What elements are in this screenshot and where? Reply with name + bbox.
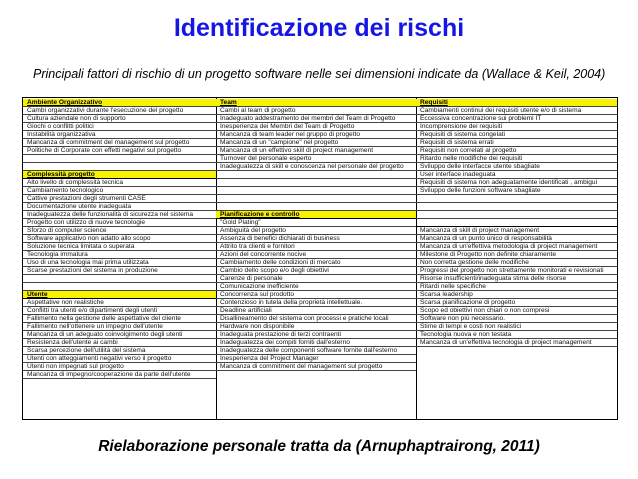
table-row: "Gold Plating" xyxy=(216,219,416,227)
table-row: Sviluppo delle funzioni software sbagliate xyxy=(416,187,617,195)
table-row: Sforzo di computer science xyxy=(23,227,216,235)
table-row: Uso di una tecnologia mai prima utilizzata xyxy=(23,259,216,267)
table-row: Mancanza di skill di project management xyxy=(416,227,617,235)
table-row: Attrito tra clienti e fornitori xyxy=(216,243,416,251)
table-row: Concorrenza sul prodotto xyxy=(216,291,416,299)
table-row: Politiche di Corporate con effetti negativi sul progetto xyxy=(23,147,216,155)
table-row xyxy=(216,195,416,203)
table-row: Deadline artificiali xyxy=(216,307,416,315)
table-row: Conflitti tra utenti e/o dipartimenti degli utenti xyxy=(23,307,216,315)
table-row: Ritardi nelle specifiche xyxy=(416,283,617,291)
section-header: Ambiente Organizzativo xyxy=(23,99,216,107)
table-row xyxy=(416,195,617,203)
table-row: Soluzione tecnica limitata o superata xyxy=(23,243,216,251)
section-header: Complessità progetto xyxy=(23,171,216,179)
table-row: Mancanza di team leader nel gruppo di progetto xyxy=(216,131,416,139)
table-row: Assenza di benefici dichiarati di business xyxy=(216,235,416,243)
table-row: Ambiguità del progetto xyxy=(216,227,416,235)
table-row: Tecnologia nuova e non testata xyxy=(416,331,617,339)
table-row: Alto livello di complessità tecnica xyxy=(23,179,216,187)
table-row xyxy=(216,203,416,211)
table-row: Requisiti di sistema congelati xyxy=(416,131,617,139)
table-row: Turnover del personale esperto xyxy=(216,155,416,163)
slide-footer: Rielaborazione personale tratta da (Arnuphaptrairong, 2011) xyxy=(98,438,540,455)
table-row: Azioni del concorrente nocive xyxy=(216,251,416,259)
table-row: Mancanza di un'effettiva tecnologia di project management xyxy=(416,339,617,347)
table-row: Documentazione utente inadeguata xyxy=(23,203,216,211)
table-row: Mancanza di commitment del management sul progetto xyxy=(216,363,416,371)
table-row: Utenti non impegnati sul progetto xyxy=(23,363,216,371)
table-row: Mancanza di un adeguato coinvolgimento degli utenti xyxy=(23,331,216,339)
table-row xyxy=(416,203,617,211)
table-row: Stime di tempi e costi non realistici xyxy=(416,323,617,331)
section-header: Pianificazione e controllo xyxy=(216,211,416,219)
table-row: Mancanza di impegno/cooperazione da parte dell'utente xyxy=(23,371,216,379)
table-row: Inadeguatezza delle funzionalità di sicurezza nel sistema xyxy=(23,211,216,219)
section-header: Team xyxy=(216,99,416,107)
table-row: Incomprensione dei requisiti xyxy=(416,123,617,131)
table-row: Software non più necessario. xyxy=(416,315,617,323)
table-row xyxy=(23,275,216,283)
table-row: Requisiti non correlati al progetto xyxy=(416,147,617,155)
table-row: Cambiamenti continui dei requisiti utente e/o di sistema xyxy=(416,107,617,115)
table-row: Utenti con atteggiamenti negativi verso il progetto xyxy=(23,355,216,363)
table-row: Mancanza di un effettivo skill di project management xyxy=(216,147,416,155)
table-row: Ritardo nelle modifiche dei requisiti xyxy=(416,155,617,163)
table-row: Instabilità organizzativa xyxy=(23,131,216,139)
table-row: Mancanza di commitment del management sul progetto xyxy=(23,139,216,147)
table-row xyxy=(23,163,216,171)
table-row xyxy=(216,171,416,179)
table-row: Disallineamento del sistema con processi e pratiche locali xyxy=(216,315,416,323)
table-row: Contenzioso in tutela della proprietà intellettuale. xyxy=(216,299,416,307)
section-divider xyxy=(416,219,617,227)
table-row: Scarse prestazioni del sistema in produzione xyxy=(23,267,216,275)
table-row: Sviluppo delle interfacce utente sbagliate xyxy=(416,163,617,171)
table-row: Inadeguata prestazione di terzi contraenti xyxy=(216,331,416,339)
table-row: Software applicativo non adatto allo scopo xyxy=(23,235,216,243)
table-row: Fallimento nell'ottenere un impegno dell'utente xyxy=(23,323,216,331)
table-row: Inadeguatezza dei compiti forniti dall'esterno xyxy=(216,339,416,347)
table-row: Progetto con utilizzo di nuove tecnologie xyxy=(23,219,216,227)
table-row: Progressi del progetto non strettamente monitorati e revisionati xyxy=(416,267,617,275)
table-row: Cultura aziendale non di supporto xyxy=(23,115,216,123)
table-row: Tecnologia immatura xyxy=(23,251,216,259)
table-row: Scarsa percezione dell'utilità del sistema xyxy=(23,347,216,355)
table-row xyxy=(216,187,416,195)
slide-subtitle: Principali fattori di rischio di un progetto software nelle sei dimensioni indicate da (Wallace & Keil, 2004) xyxy=(33,67,606,81)
table-row xyxy=(23,283,216,291)
risk-factors-table xyxy=(22,97,618,420)
table-row: Requisiti di sistema errati xyxy=(416,139,617,147)
table-row: Cambio dello scopo e/o degli obiettivi xyxy=(216,267,416,275)
table-row: Non corretta gestione delle modifiche xyxy=(416,259,617,267)
table-row: Cambi al team di progetto xyxy=(216,107,416,115)
table-row: Inesperienza del Project Manager xyxy=(216,355,416,363)
table-row: Scopo ed obiettivi non chiari o non compresi xyxy=(416,307,617,315)
table-row: Risorse insufficienti/inadeguata stima delle risorse xyxy=(416,275,617,283)
table-row: Hardware non disponibile xyxy=(216,323,416,331)
slide-title: Identificazione dei rischi xyxy=(173,14,465,42)
table-row: Scarsa pianificazione di progetto xyxy=(416,299,617,307)
table-row xyxy=(416,211,617,219)
table-row: Eccessiva concentrazione sui problemi IT xyxy=(416,115,617,123)
table-row: Fallimento nella gestione delle aspettative del cliente xyxy=(23,315,216,323)
table-row: Carenze di personale xyxy=(216,275,416,283)
table-row: Requisiti di sistema non adeguatamente identificati , ambigui xyxy=(416,179,617,187)
table-row: Cambiamento tecnologico xyxy=(23,187,216,195)
table-row: Mancanza di un'effettiva metodologia di project management xyxy=(416,243,617,251)
table-row: Milestone di Progetto non definite chiaramente xyxy=(416,251,617,259)
table-row: User interface inadeguata xyxy=(416,171,617,179)
table-row: Comunicazione inefficiente xyxy=(216,283,416,291)
table-row: Mancanza di un punto unico di responsabilità xyxy=(416,235,617,243)
table-row: Resistenza dell'utente ai cambi xyxy=(23,339,216,347)
section-header: Utente xyxy=(23,291,216,299)
table-row: Inadeguatezza delle componenti software fornite dall'esterno xyxy=(216,347,416,355)
section-header: Requisiti xyxy=(416,99,617,107)
table-row: Inadeguatezza di skill e conoscenza nel personale del progetto xyxy=(216,163,416,171)
table-row: Cambiamento delle condizioni di mercato xyxy=(216,259,416,267)
table-row: Cambi organizzativi durante l'esecuzione del progetto xyxy=(23,107,216,115)
table-row: Inesperienza dei Membri del Team di Progetto xyxy=(216,123,416,131)
table-row: Cattive prestazioni degli strumenti CASE xyxy=(23,195,216,203)
table-row xyxy=(23,155,216,163)
table-row xyxy=(216,179,416,187)
table-row: Scarsa leadership xyxy=(416,291,617,299)
table-row: Aspettative non realistiche xyxy=(23,299,216,307)
table-row: Inadeguato addestramento dei membri del Team di Progetto xyxy=(216,115,416,123)
table-row: Giochi o conflitti politici xyxy=(23,123,216,131)
table-row: Mancanza di un "campione" nel progetto xyxy=(216,139,416,147)
